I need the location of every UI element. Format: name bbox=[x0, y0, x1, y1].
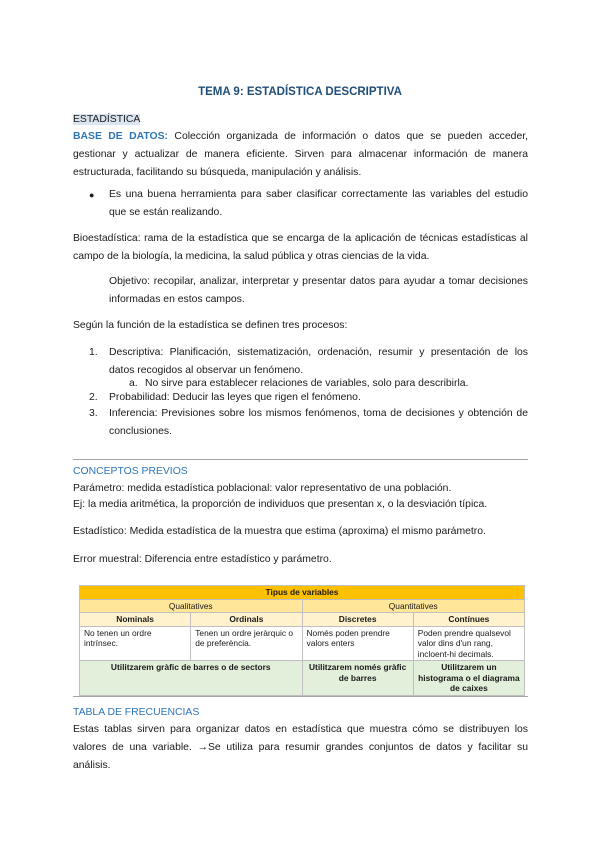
sub-list-text: No sirve para establecer relaciones de variables, solo para describirla. bbox=[145, 378, 469, 389]
sub-list-letter: a. bbox=[129, 378, 138, 389]
list-text: Descriptiva: Planificación, sistematización, ordenación, resumir y presentación de los datos recogidos al observar un fenómeno. bbox=[109, 347, 528, 376]
table-footer-cell: Utilitzarem un histograma o el diagrama de caixes bbox=[413, 661, 524, 696]
variables-table bbox=[79, 585, 525, 696]
base-de-datos-text: Colección organizada de información o datos que se pueden acceder, gestionar y actualizar de manera eficiente. Sirven para almacenar información de manera estructurada, facilitando su búsqueda, manipulación y análisis. bbox=[73, 131, 528, 178]
bullet-item bbox=[73, 186, 528, 222]
table-cell: Només poden prendre valors enters bbox=[302, 626, 413, 661]
list-number: 1. bbox=[89, 347, 98, 358]
table-title: Tipus de variables bbox=[80, 586, 525, 600]
error-muestral-line: Error muestral: Diferencia entre estadístico y parámetro. bbox=[73, 554, 332, 565]
ejemplo-line: Ej: la media aritmética, la proporción de individuos que presentan x, o la desviación típica. bbox=[73, 499, 488, 510]
list-text: Inferencia: Previsiones sobre los mismos fenómenos, toma de decisiones y obtención de conclusiones. bbox=[109, 408, 528, 437]
procesos-intro: Según la función de la estadística se definen tres procesos: bbox=[73, 320, 348, 331]
bioestadistica-paragraph: Bioestadística: rama de la estadística que se encarga de la aplicación de técnicas estadísticas al campo de la biología, la medicina, la salud pública y otras ciencias de la vida. bbox=[73, 233, 528, 262]
table-column-header: Discretes bbox=[302, 613, 413, 627]
table-cell: No tenen un ordre intrínsec. bbox=[80, 626, 191, 661]
bullet-icon: ● bbox=[89, 190, 95, 200]
table-column-header: Nominals bbox=[80, 613, 191, 627]
table-footer-cell: Utilitzarem només gràfic de barres bbox=[302, 661, 413, 696]
table-column-header: Contínues bbox=[413, 613, 524, 627]
list-item bbox=[73, 405, 528, 441]
list-number: 3. bbox=[89, 408, 98, 419]
table-group-header: Qualitatives bbox=[80, 599, 303, 613]
objetivo-paragraph: Objetivo: recopilar, analizar, interpretar y presentar datos para ayudar a tomar decisiones informadas en estos campos. bbox=[109, 276, 528, 305]
divider bbox=[73, 459, 528, 460]
document-title: TEMA 9: ESTADÍSTICA DESCRIPTIVA bbox=[198, 86, 402, 98]
table-cell: Tenen un ordre jeràrquic o de preferència. bbox=[191, 626, 302, 661]
table-group-header: Quantitatives bbox=[302, 599, 525, 613]
bullet-text: Es una buena herramienta para saber clasificar correctamente las variables del estudio que se están realizando. bbox=[109, 189, 528, 218]
parametro-line: Parámetro: medida estadística poblacional: valor representativo de una población. bbox=[73, 483, 452, 494]
list-text: Probabilidad: Deducir las leyes que rigen el fenómeno. bbox=[109, 392, 361, 403]
table-footer-cell: Utilitzarem gràfic de barres o de sectors bbox=[80, 661, 303, 696]
base-de-datos-label: BASE DE DATOS: bbox=[73, 131, 169, 142]
base-de-datos-paragraph bbox=[73, 128, 528, 182]
frecuencias-paragraph: Estas tablas sirven para organizar datos en estadística que muestra cómo se distribuyen los valores de una variable. →Se utiliza para resumir grandes conjuntos de datos y facilitar su análisis. bbox=[73, 724, 528, 771]
section-heading-conceptos: CONCEPTOS PREVIOS bbox=[73, 466, 188, 477]
section-heading-frecuencias: TABLA DE FRECUENCIAS bbox=[73, 707, 200, 718]
list-number: 2. bbox=[89, 392, 98, 403]
table-cell: Poden prendre qualsevol valor dins d'un rang, incloent-hi decimals. bbox=[413, 626, 524, 661]
table-column-header: Ordinals bbox=[191, 613, 302, 627]
estadistico-line: Estadístico: Medida estadística de la muestra que estima (aproxima) el mismo parámetro. bbox=[73, 526, 486, 537]
section-heading-estadistica: ESTADÍSTICA bbox=[73, 114, 141, 125]
divider bbox=[73, 696, 528, 697]
